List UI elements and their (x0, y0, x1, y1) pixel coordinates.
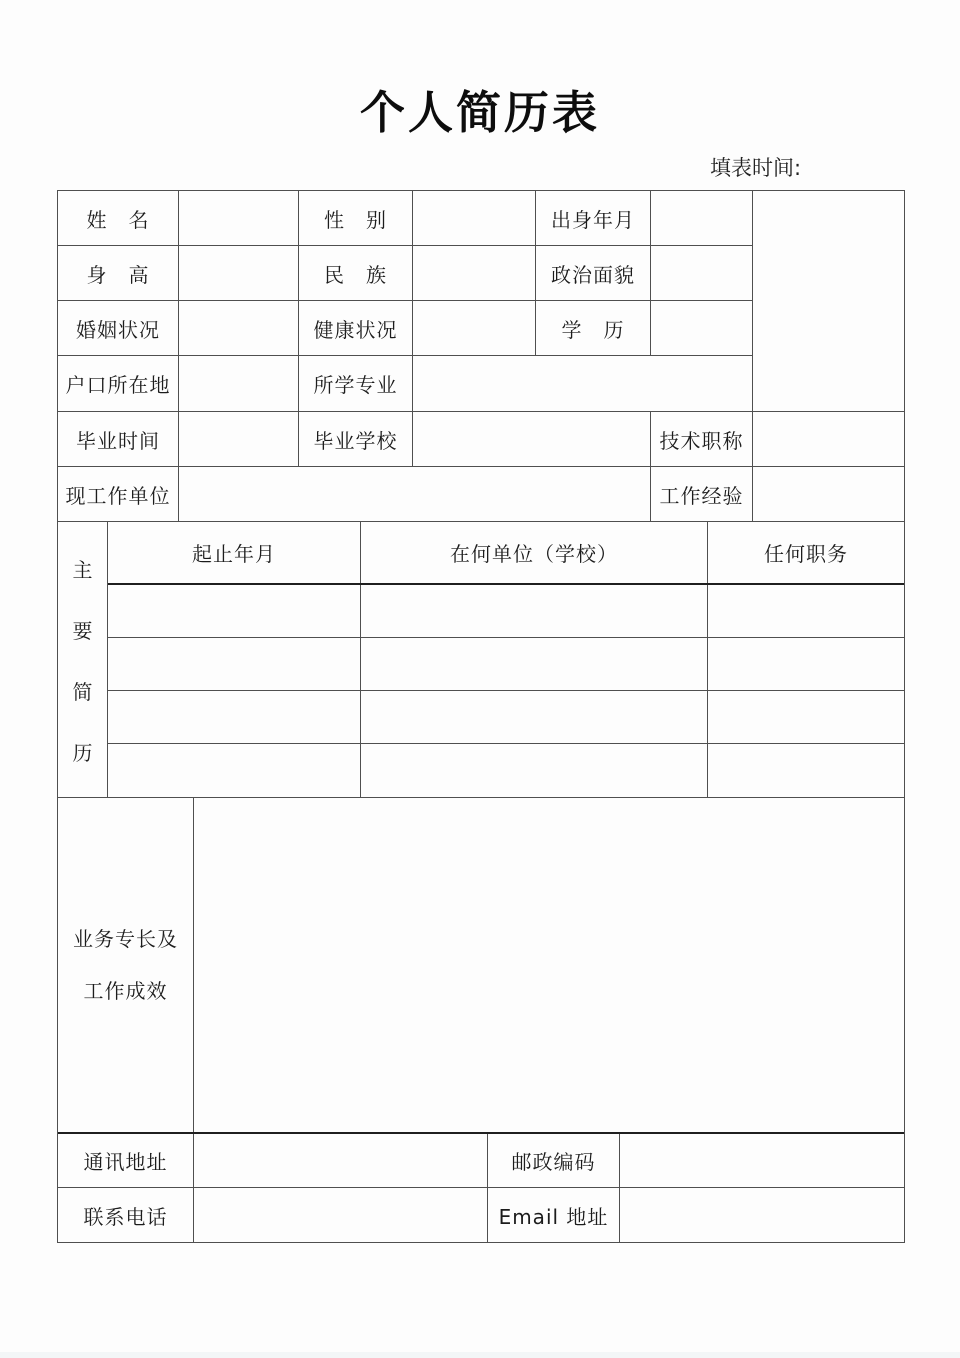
political-status-value-cell (651, 246, 752, 300)
phone-value-cell (194, 1188, 488, 1242)
specialty-section (58, 798, 904, 1134)
table-row (58, 1188, 904, 1242)
table-row (58, 246, 752, 301)
history-side-char: 历 (72, 740, 93, 765)
history-period-cell (108, 691, 361, 743)
history-header-period: 起止年月 (108, 522, 361, 583)
current-employer-value-cell (179, 467, 651, 521)
birth-date-value-cell (651, 191, 752, 245)
education-value-cell (651, 301, 752, 355)
history-side-char: 主 (72, 557, 93, 582)
field-label-height: 身 高 (58, 246, 179, 300)
residence-value-cell (179, 356, 299, 411)
ethnicity-value-cell (413, 246, 536, 300)
specialty-content-cell (194, 798, 904, 1132)
history-position-cell (708, 638, 904, 690)
table-row (58, 1134, 904, 1188)
resume-table (57, 190, 905, 1243)
page-title: 个人简历表 (359, 86, 600, 139)
field-label-graduation-time: 毕业时间 (58, 412, 179, 466)
postal-code-value-cell (620, 1134, 904, 1187)
history-entry-row (108, 691, 904, 744)
field-label-work-experience: 工作经验 (651, 467, 753, 521)
field-label-technical-title: 技术职称 (651, 412, 753, 466)
field-label-ethnicity: 民 族 (299, 246, 413, 300)
history-section (58, 522, 904, 798)
graduation-time-value-cell (179, 412, 299, 466)
field-label-gender: 性 别 (299, 191, 413, 245)
contact-label-postal-code: 邮政编码 (488, 1134, 620, 1187)
field-label-marital-status: 婚姻状况 (58, 301, 179, 355)
health-status-value-cell (413, 301, 536, 355)
field-label-name: 姓 名 (58, 191, 179, 245)
table-row (58, 467, 904, 522)
history-entry-row (108, 744, 904, 797)
history-period-cell (108, 744, 361, 797)
height-value-cell (179, 246, 299, 300)
field-label-health-status: 健康状况 (299, 301, 413, 355)
history-position-cell (708, 585, 904, 637)
history-side-label (58, 522, 108, 797)
history-position-cell (708, 691, 904, 743)
field-label-major: 所学专业 (299, 356, 413, 411)
history-header-row (108, 522, 904, 585)
marital-status-value-cell (179, 301, 299, 355)
field-label-graduation-school: 毕业学校 (299, 412, 413, 466)
history-header-unit: 在何单位（学校） (361, 522, 708, 583)
name-value-cell (179, 191, 299, 245)
history-period-cell (108, 638, 361, 690)
history-side-char: 简 (72, 679, 93, 704)
contact-label-phone: 联系电话 (58, 1188, 194, 1242)
table-row (58, 191, 752, 246)
field-label-political-status: 政治面貌 (536, 246, 651, 300)
address-value-cell (194, 1134, 488, 1187)
table-row (58, 412, 904, 467)
fill-time-label: 填表时间: (710, 156, 802, 180)
contact-label-address: 通讯地址 (58, 1134, 194, 1187)
field-label-birth-date: 出身年月 (536, 191, 651, 245)
contact-label-email: Email 地址 (488, 1188, 620, 1242)
history-entry-row (108, 585, 904, 638)
gender-value-cell (413, 191, 536, 245)
history-header-position: 任何职务 (764, 542, 848, 566)
field-label-residence: 户口所在地 (58, 356, 179, 411)
history-unit-cell (361, 585, 708, 637)
history-side-char: 要 (72, 618, 93, 643)
history-unit-cell (361, 744, 708, 797)
history-entry-row (108, 638, 904, 691)
specialty-label: 业务专长及工作成效 (58, 798, 194, 1132)
table-row (58, 356, 752, 411)
history-period-cell (108, 585, 361, 637)
field-label-current-employer: 现工作单位 (58, 467, 179, 521)
graduation-school-value-cell (413, 412, 651, 466)
history-unit-cell (361, 638, 708, 690)
technical-title-value-cell (753, 412, 904, 466)
photo-cell (753, 191, 904, 411)
basic-info-section (58, 191, 904, 412)
work-experience-value-cell (753, 467, 904, 521)
history-position-cell (708, 744, 904, 797)
field-label-education: 学 历 (536, 301, 651, 355)
table-row (58, 301, 752, 356)
major-value-cell (413, 356, 752, 411)
email-value-cell (620, 1188, 904, 1242)
contact-section (58, 1134, 904, 1242)
history-unit-cell (361, 691, 708, 743)
